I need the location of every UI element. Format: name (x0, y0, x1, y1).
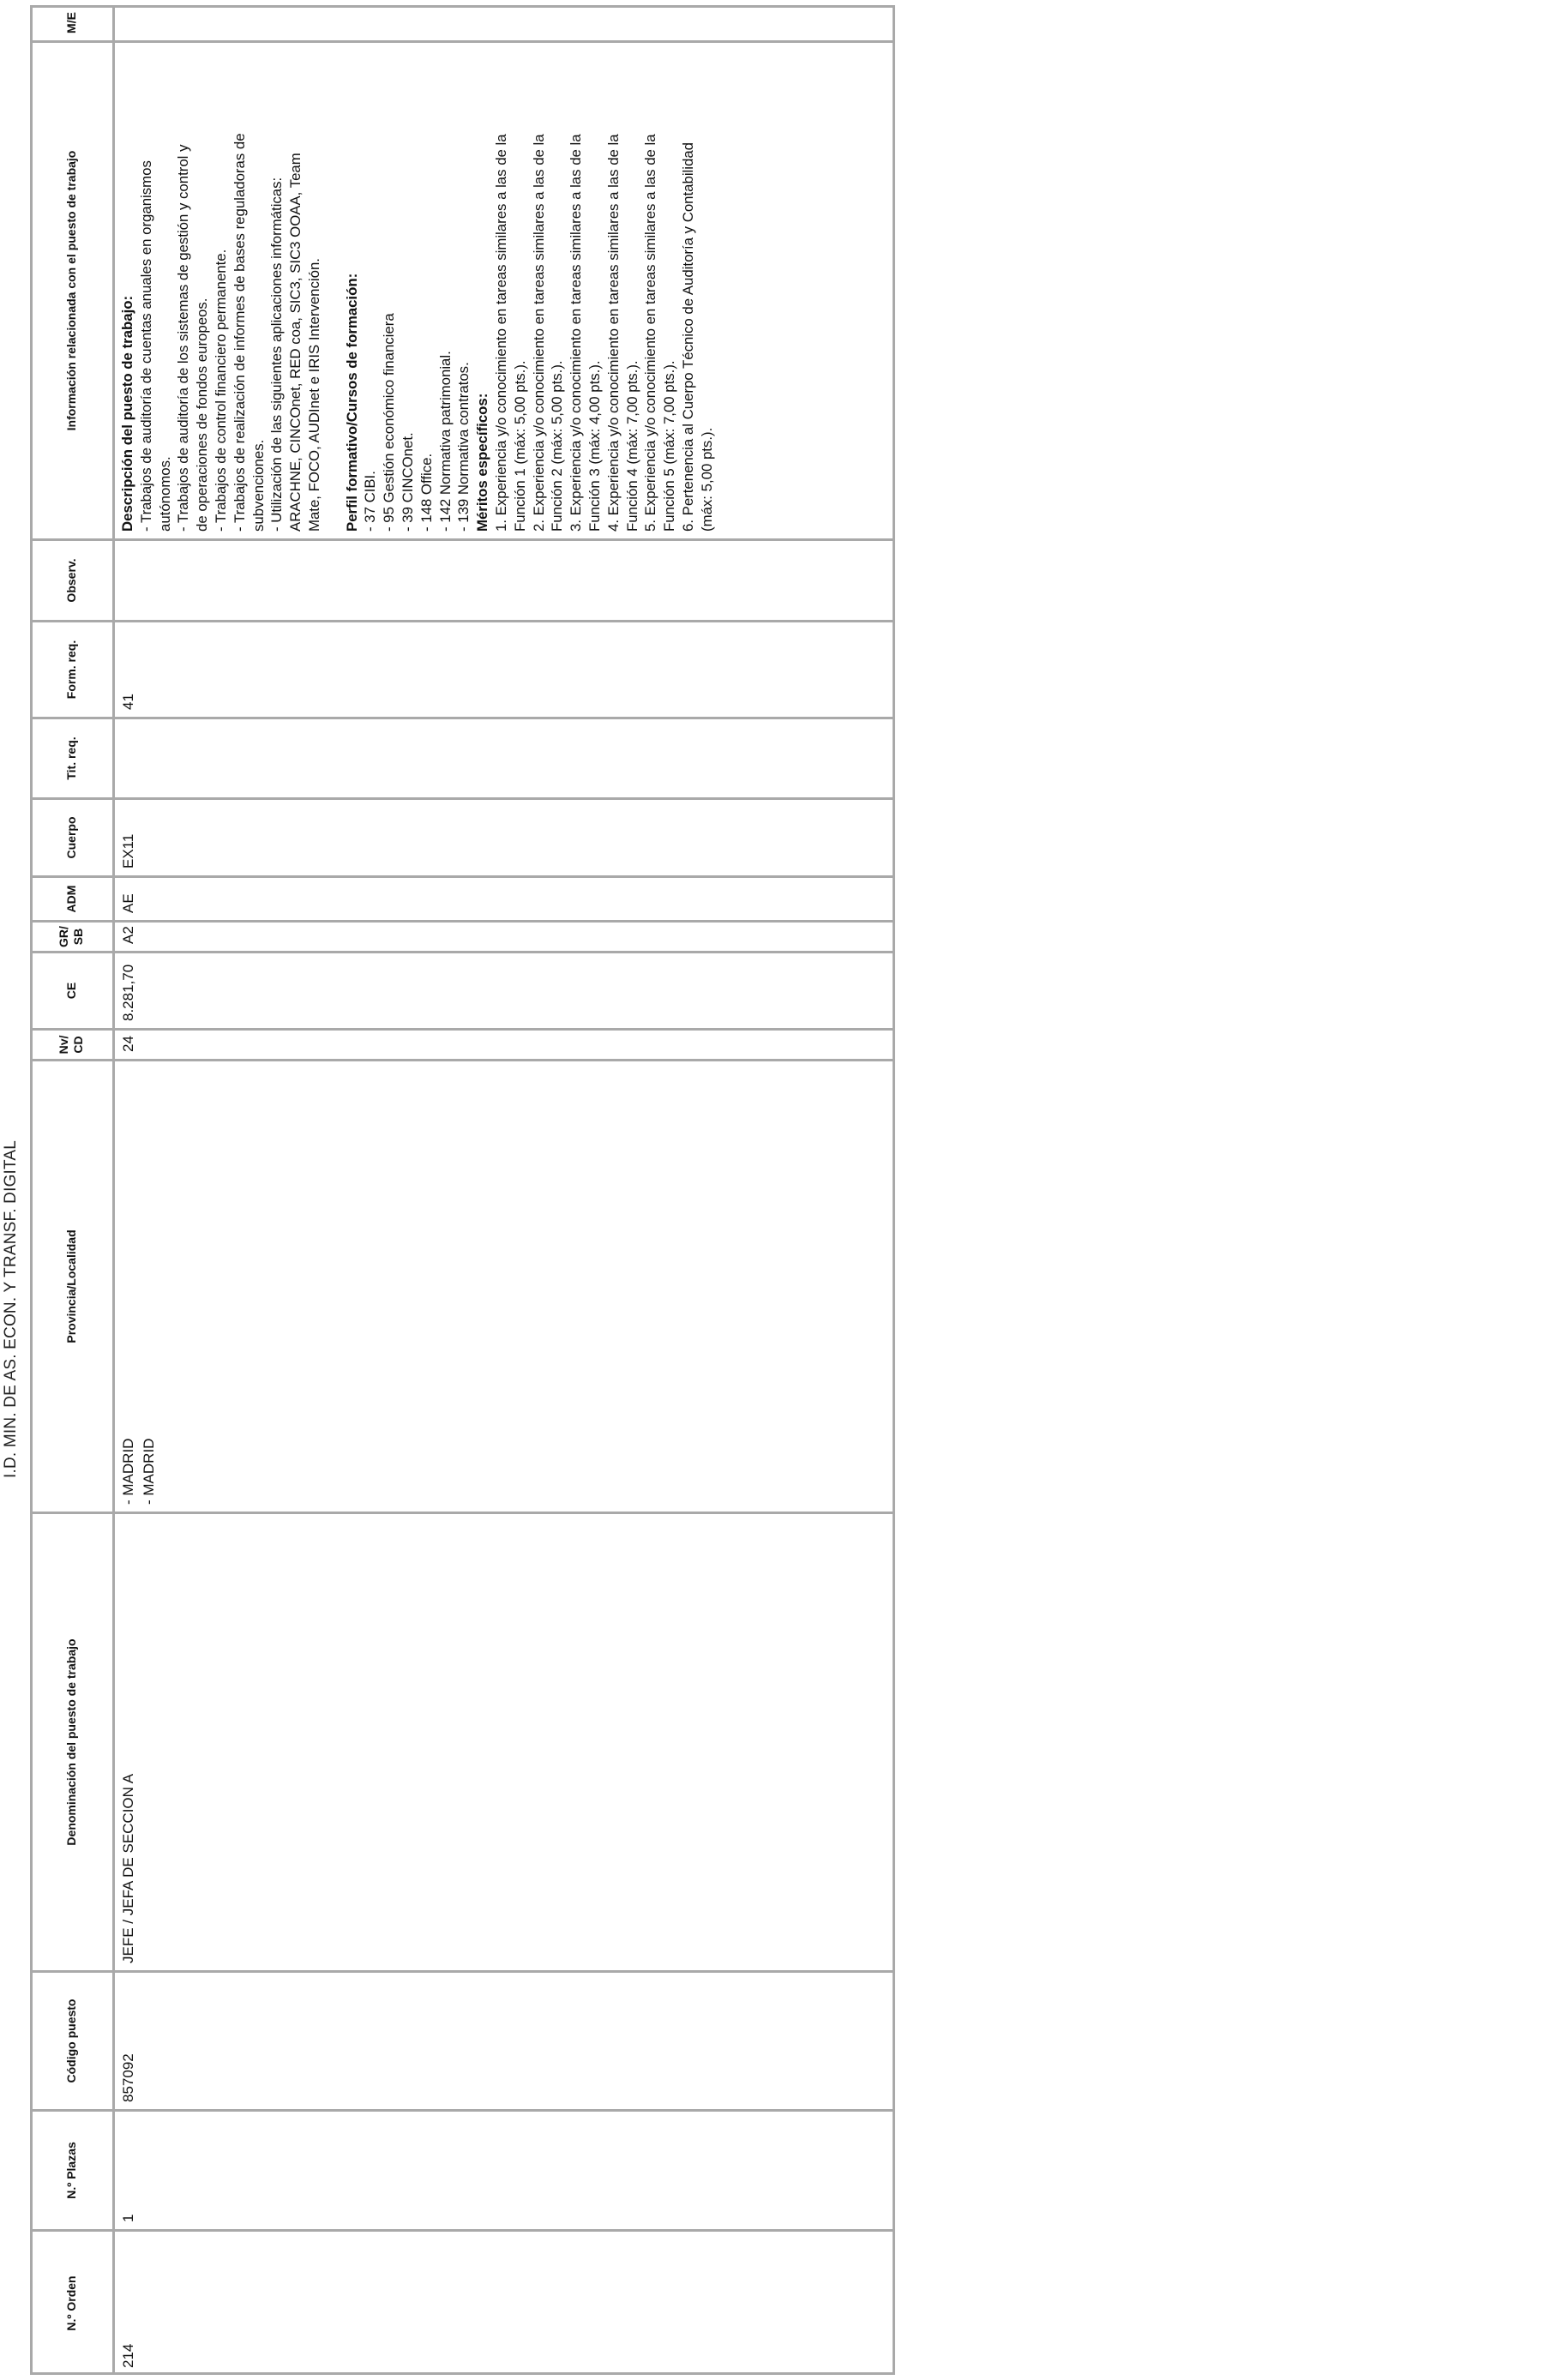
cell-cuerpo (112, 800, 895, 878)
cell-informacion (112, 43, 895, 541)
header-nivel-cd (30, 1031, 112, 1061)
cell-me (112, 5, 895, 43)
value-gr-sb: A2 (120, 926, 136, 944)
value-ce: 8.281,70 (120, 964, 136, 1021)
cell-observ (112, 541, 895, 622)
info-line: Función 5 (máx: 7,00 pts.). (661, 360, 678, 532)
info-line: - Trabajos de auditoría de cuentas anuales en organismos (137, 160, 154, 532)
info-line: - 37 CIBI. (362, 471, 379, 532)
value-cuerpo: EX11 (120, 833, 136, 868)
info-line: - 39 CINCOnet. (399, 432, 416, 532)
header-orden-label: N.º Orden (63, 2275, 78, 2331)
header-plazas-label: N.º Plazas (63, 2142, 78, 2199)
value-nivel-cd: 24 (120, 1036, 136, 1052)
header-ce (30, 953, 112, 1031)
info-section-heading: Perfil formativo/Cursos de formación: (343, 273, 360, 532)
cell-codigo (112, 1973, 895, 2112)
info-line: - 142 Normativa patrimonial. (436, 351, 454, 532)
header-plazas (30, 2112, 112, 2232)
header-cuerpo (30, 800, 112, 878)
info-line: 4. Experiencia y/o conocimiento en tareas similares a las de la (604, 134, 622, 532)
value-orden: 214 (120, 2343, 136, 2368)
header-me (30, 5, 112, 43)
info-line: (máx: 5,00 pts.). (698, 427, 715, 532)
info-line: - Trabajos de auditoría de los sistemas de gestión y control y (175, 144, 192, 532)
header-denominacion (30, 1514, 112, 1973)
info-line: - 139 Normativa contratos. (455, 362, 472, 532)
info-line: Función 1 (máx: 5,00 pts.). (511, 360, 528, 532)
value-codigo: 857092 (120, 2053, 136, 2102)
info-line: 2. Experiencia y/o conocimiento en tareas similares a las de la (530, 134, 547, 532)
header-provincia-label: Provincia/Localidad (63, 1229, 78, 1343)
header-observ (30, 541, 112, 622)
header-nivel-cd-label: Nv/ CD (57, 1035, 85, 1055)
info-line: Función 4 (máx: 7,00 pts.). (623, 360, 640, 532)
header-informacion (30, 43, 112, 541)
document-title: I.D. MIN. DE AS. ECON. Y TRANSF. DIGITAL (2, 1139, 20, 1478)
positions-table (24, 0, 1563, 2380)
info-line: ARACHNE, CINCOnet, RED coa, SIC3, SIC3 OOAA, Team (287, 153, 304, 532)
info-line: - Utilización de las siguientes aplicaciones informáticas: (268, 177, 286, 532)
info-line: - 148 Office. (418, 453, 435, 532)
cell-ce (112, 953, 895, 1031)
info-section-heading: Méritos específicos: (474, 393, 491, 532)
cell-plazas (112, 2112, 895, 2232)
info-line: autónomos. (156, 456, 173, 532)
cell-form-req (112, 622, 895, 719)
rotated-document-page (2, 0, 1563, 2380)
value-denominacion: JEFE / JEFA DE SECCION A (120, 1773, 136, 1963)
value-form-req: 41 (120, 694, 136, 710)
header-form-req (30, 622, 112, 719)
header-adm (30, 878, 112, 923)
info-line: - 95 Gestión económico financiera (381, 313, 398, 532)
header-denominacion-label: Denominación del puesto de trabajo (63, 1638, 78, 1846)
cell-nivel-cd (112, 1031, 895, 1061)
header-adm-label: ADM (63, 885, 78, 913)
header-cuerpo-label: Cuerpo (63, 816, 78, 859)
info-line: Función 3 (máx: 4,00 pts.). (586, 360, 603, 532)
value-plazas: 1 (120, 2214, 136, 2222)
cell-provincia (112, 1061, 895, 1514)
cell-denominacion (112, 1514, 895, 1973)
value-adm: AE (120, 893, 136, 913)
header-informacion-label: Información relacionada con el puesto de trabajo (63, 150, 78, 431)
cell-orden (112, 2232, 895, 2375)
info-line (324, 50, 343, 532)
info-line: 6. Pertenencia al Cuerpo Técnico de Auditoría y Contabilidad (679, 141, 696, 532)
info-line: Mate, FOCO, AUDInet e IRIS Intervención. (305, 258, 322, 532)
header-me-label: M/E (63, 12, 78, 33)
header-ce-label: CE (63, 982, 78, 1000)
info-line: Función 2 (máx: 5,00 pts.). (549, 360, 566, 532)
header-gr-sb-label: GR/ SB (57, 926, 85, 947)
cell-tit-req (112, 719, 895, 800)
header-codigo (30, 1973, 112, 2112)
header-observ-label: Observ. (63, 558, 78, 603)
cell-gr-sb (112, 923, 895, 953)
header-provincia (30, 1061, 112, 1514)
cell-adm (112, 878, 895, 923)
provincia-line: - MADRID (141, 1438, 157, 1505)
header-form-req-label: Form. req. (63, 640, 78, 700)
info-line: subvenciones. (249, 439, 267, 532)
header-gr-sb (30, 923, 112, 953)
header-tit-req (30, 719, 112, 800)
info-line: - Trabajos de realización de informes de bases reguladoras de (231, 133, 248, 532)
info-section-heading: Descripción del puesto de trabajo: (119, 295, 135, 532)
info-line: 3. Experiencia y/o conocimiento en tareas similares a las de la (568, 134, 585, 532)
header-codigo-label: Código puesto (63, 1998, 78, 2083)
info-line: 1. Experiencia y/o conocimiento en tareas similares a las de la (492, 134, 509, 532)
info-line: - Trabajos de control financiero permanente. (212, 249, 229, 532)
provincia-line: - MADRID (120, 1438, 136, 1505)
info-line: de operaciones de fondos europeos. (194, 298, 211, 532)
header-orden (30, 2232, 112, 2375)
header-tit-req-label: Tit. req. (63, 736, 78, 780)
info-line: 5. Experiencia y/o conocimiento en tareas similares a las de la (642, 134, 659, 532)
